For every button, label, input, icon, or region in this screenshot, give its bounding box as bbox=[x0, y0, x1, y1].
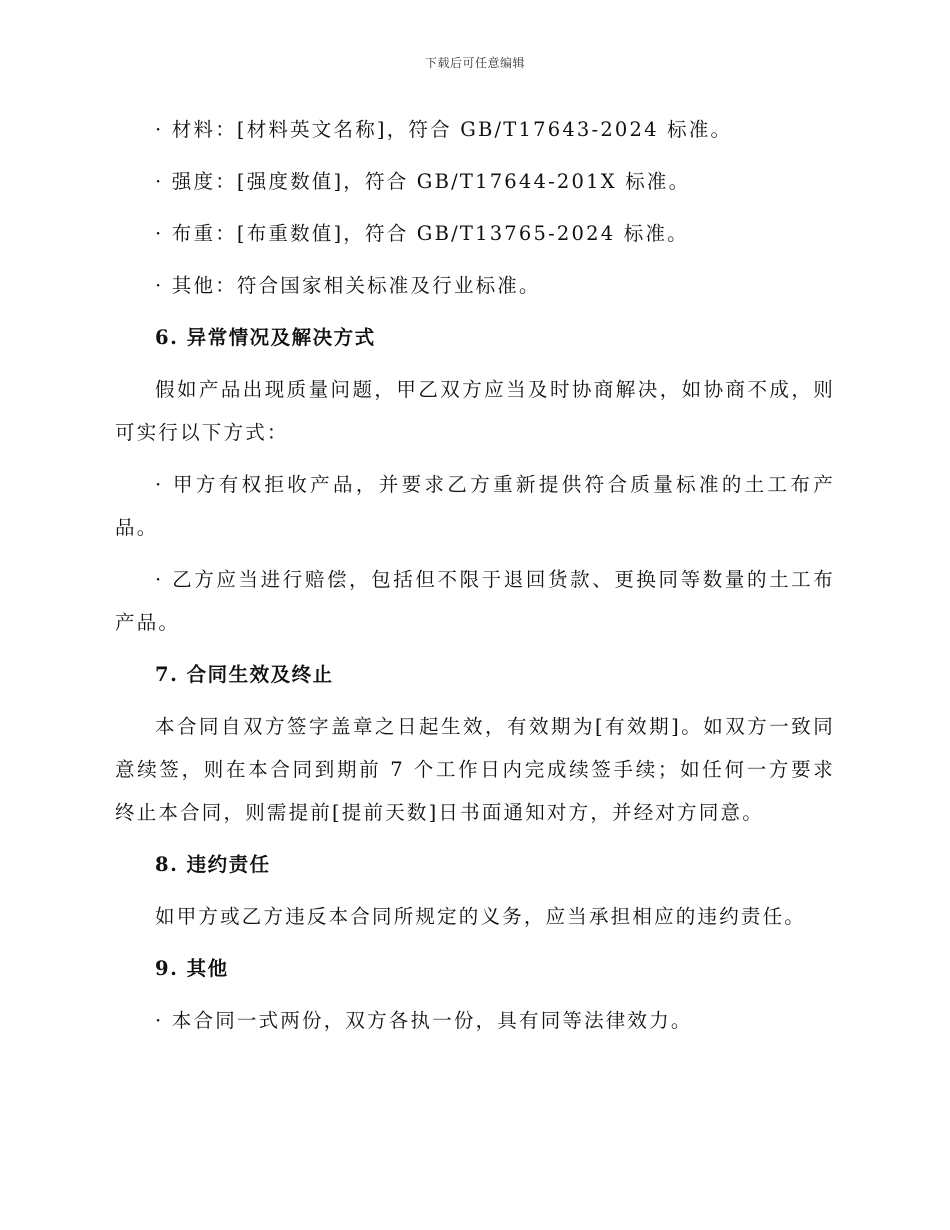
page-header: 下载后可任意编辑 bbox=[424, 56, 525, 70]
section-6-heading: 6. 异常情况及解决方式 bbox=[155, 326, 376, 349]
section-8-heading: 8. 违约责任 bbox=[155, 853, 271, 876]
bullet-strength: · 强度：[强度数值]，符合 GB/T17644-201X 标准。 bbox=[155, 170, 691, 193]
section-6-paragraph: 假如产品出现质量问题，甲乙双方应当及时协商解决，如协商不成，则可实行以下方式： bbox=[115, 378, 835, 444]
section-6-bullet-1: · 甲方有权拒收产品，并要求乙方重新提供符合质量标准的土工布产品。 bbox=[115, 473, 835, 539]
bullet-material: · 材料：[材料英文名称]，符合 GB/T17643-2024 标准。 bbox=[155, 118, 733, 141]
bullet-other: · 其他：符合国家相关标准及行业标准。 bbox=[155, 274, 541, 297]
bullet-weight: · 布重：[布重数值]，符合 GB/T13765-2024 标准。 bbox=[155, 222, 689, 245]
section-9-bullet-1: · 本合同一式两份，双方各执一份，具有同等法律效力。 bbox=[155, 1009, 693, 1032]
section-9-heading: 9. 其他 bbox=[155, 957, 229, 980]
section-6-bullet-2: · 乙方应当进行赔偿，包括但不限于退回货款、更换同等数量的土工布产品。 bbox=[115, 568, 835, 634]
section-7-paragraph: 本合同自双方签字盖章之日起生效，有效期为[有效期]。如双方一致同意续签，则在本合同到期前 7 个工作日内完成续签手续；如任何一方要求终止本合同，则需提前[提前天数]日书面通知对方，并经对方同意。 bbox=[115, 715, 835, 824]
section-8-paragraph: 如甲方或乙方违反本合同所规定的义务，应当承担相应的违约责任。 bbox=[155, 905, 807, 928]
section-7-heading: 7. 合同生效及终止 bbox=[155, 663, 334, 686]
document-body bbox=[115, 108, 835, 1051]
